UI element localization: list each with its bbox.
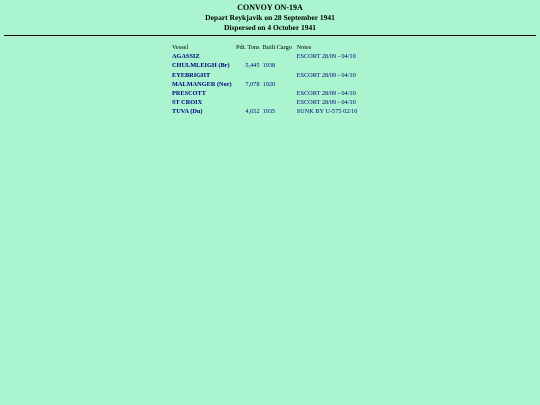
vessel-built [262,98,277,107]
vessel-cargo [277,89,297,98]
vessel-built: 1935 [262,108,276,116]
vessel-cargo [277,98,297,107]
vessel-notes: ESCORT 28/09 - 04/10 [296,53,356,61]
table-header-row [172,43,367,52]
vessel-built: 1938 [262,62,276,70]
vessel-tons [236,98,262,107]
vessel-notes: SUNK BY U-575 02/10 [296,108,358,116]
vessel-name: ST CROIX [172,99,203,107]
table-row [172,98,367,107]
vessel-cargo [277,71,297,80]
vessel-cargo [277,80,297,89]
vessel-name: AGASSIZ [172,53,200,61]
vessel-built [262,89,277,98]
vessel-tons: 4,652 [245,108,260,116]
vessel-tons: 7,078 [245,80,260,88]
dispersed-line: Dispersed on 4 October 1941 [224,23,316,32]
vessel-name: CHULMLEIGH (Br) [172,62,230,70]
column-header-vessel: Vessel [172,44,189,51]
vessel-tons [236,52,262,61]
column-header-notes: Notes [296,44,312,51]
convoy-table [172,43,367,117]
table-row [172,107,367,116]
header-divider [4,35,536,36]
column-header-built: Built [262,44,276,51]
vessel-built [262,52,277,61]
vessel-notes: ESCORT 28/09 - 04/10 [296,71,356,79]
vessel-cargo [277,61,297,70]
vessel-name: MALMANGER (Nor) [172,80,232,88]
vessel-built [262,71,277,80]
vessel-name: PRESCOTT [172,90,206,98]
vessel-cargo [277,107,297,116]
vessel-notes: ESCORT 28/09 - 04/10 [296,90,356,98]
vessel-cargo [277,52,297,61]
vessel-notes: ESCORT 28/09 - 04/10 [296,99,356,107]
vessel-notes [297,80,367,89]
table-row [172,61,367,70]
table-row [172,52,367,61]
vessel-name: EYEBRIGHT [172,71,211,79]
vessel-built: 1920 [262,80,276,88]
vessel-tons: 5,445 [245,62,260,70]
table-row [172,80,367,89]
vessel-name: TUVA (Du) [172,108,203,116]
table-row [172,89,367,98]
column-header-tons: Pdt. Tons [236,44,260,51]
page-header [0,0,540,33]
vessel-notes [297,61,367,70]
vessel-tons [236,71,262,80]
column-header-cargo: Cargo [276,44,292,51]
vessel-tons [236,89,262,98]
depart-line: Depart Reykjavik on 28 September 1941 [205,13,335,22]
convoy-title: CONVOY ON-19A [237,3,303,12]
table-row [172,71,367,80]
